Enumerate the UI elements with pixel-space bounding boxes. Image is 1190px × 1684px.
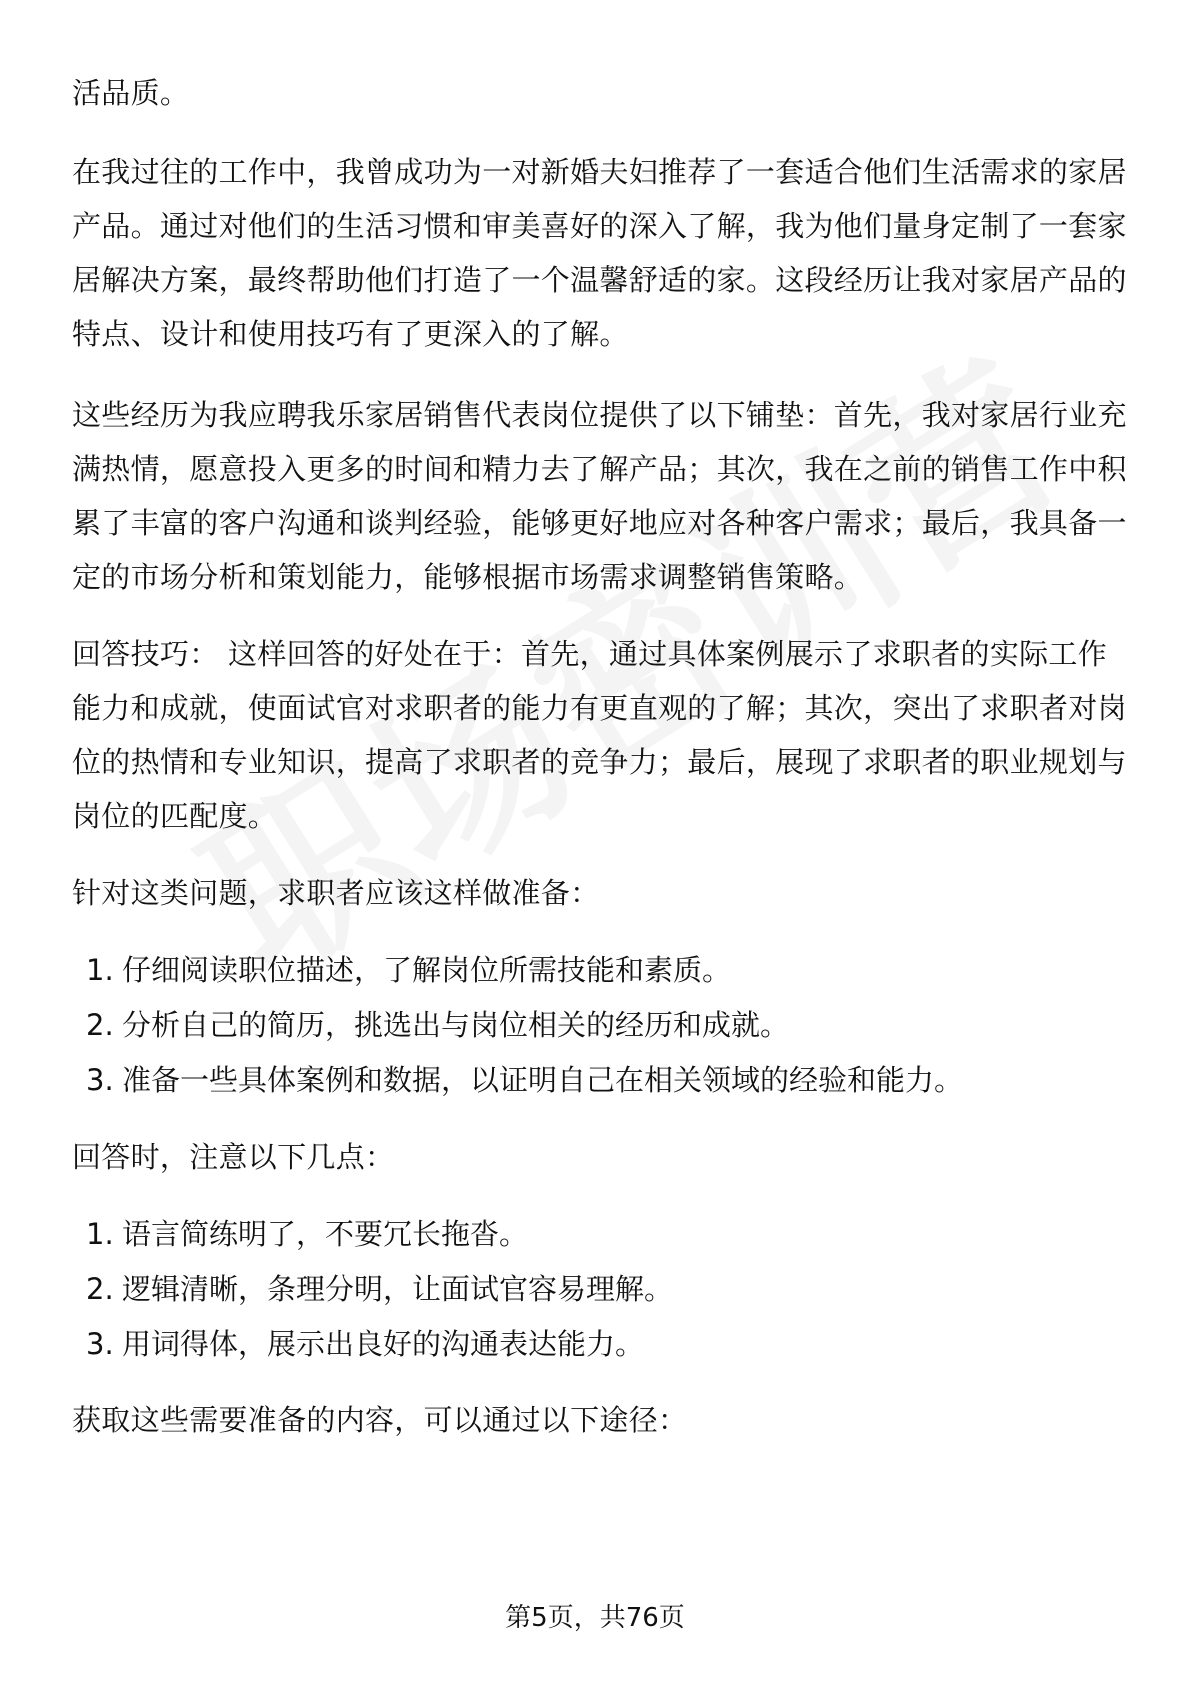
list-item bbox=[72, 998, 963, 1053]
list-number: 3. bbox=[86, 1327, 114, 1361]
list-number: 2. bbox=[86, 1008, 114, 1042]
list-number: 2. bbox=[86, 1272, 114, 1306]
list-text: 逻辑清晰，条理分明，让面试官容易理解。 bbox=[122, 1272, 674, 1306]
paragraph-5: 回答时，注意以下几点： bbox=[72, 1140, 395, 1174]
list-number: 3. bbox=[86, 1063, 114, 1097]
paragraph-6: 获取这些需要准备的内容，可以通过以下途径： bbox=[72, 1403, 688, 1437]
list-text: 准备一些具体案例和数据，以证明自己在相关领域的经验和能力。 bbox=[122, 1063, 964, 1097]
answer-list bbox=[72, 1207, 673, 1372]
list-text: 分析自己的简历，挑选出与岗位相关的经历和成就。 bbox=[122, 1008, 790, 1042]
list-item bbox=[72, 1262, 673, 1317]
paragraph-4: 针对这类问题，求职者应该这样做准备： bbox=[72, 876, 600, 910]
list-item bbox=[72, 1317, 673, 1372]
list-text: 语言简练明了，不要冗长拖沓。 bbox=[122, 1217, 529, 1251]
paragraph-3: 回答技巧： 这样回答的好处在于：首先，通过具体案例展示了求职者的实际工作能力和成就，使面试官对求职者的能力有更直观的了解；其次，突出了求职者对岗位的热情和专业知识，提高了求职者的竞争力；最后，展现了求职者的职业规划与岗位的匹配度。 bbox=[72, 637, 1127, 833]
page-footer bbox=[0, 1598, 1190, 1638]
list-text: 用词得体，展示出良好的沟通表达能力。 bbox=[122, 1327, 645, 1361]
list-number: 1. bbox=[86, 953, 114, 987]
page-number: 第5页，共76页 bbox=[505, 1603, 685, 1633]
list-number: 1. bbox=[86, 1217, 114, 1251]
paragraph-0: 活品质。 bbox=[72, 76, 190, 110]
list-text: 仔细阅读职位描述，了解岗位所需技能和素质。 bbox=[122, 953, 732, 987]
paragraph-2: 这些经历为我应聘我乐家居销售代表岗位提供了以下铺垫：首先，我对家居行业充满热情，愿意投入更多的时间和精力去了解产品；其次，我在之前的销售工作中积累了丰富的客户沟通和谈判经验，能够更好地应对各种客户需求；最后，我具备一定的市场分析和策划能力，能够根据市场需求调整销售策略。 bbox=[72, 398, 1127, 594]
list-item bbox=[72, 1207, 673, 1262]
paragraph-1: 在我过往的工作中，我曾成功为一对新婚夫妇推荐了一套适合他们生活需求的家居产品。通过对他们的生活习惯和审美喜好的深入了解，我为他们量身定制了一套家居解决方案，最终帮助他们打造了一个温馨舒适的家。这段经历让我对家居产品的特点、设计和使用技巧有了更深入的了解。 bbox=[72, 155, 1127, 351]
list-item bbox=[72, 1053, 963, 1108]
list-item bbox=[72, 943, 963, 998]
prep-list bbox=[72, 943, 963, 1108]
